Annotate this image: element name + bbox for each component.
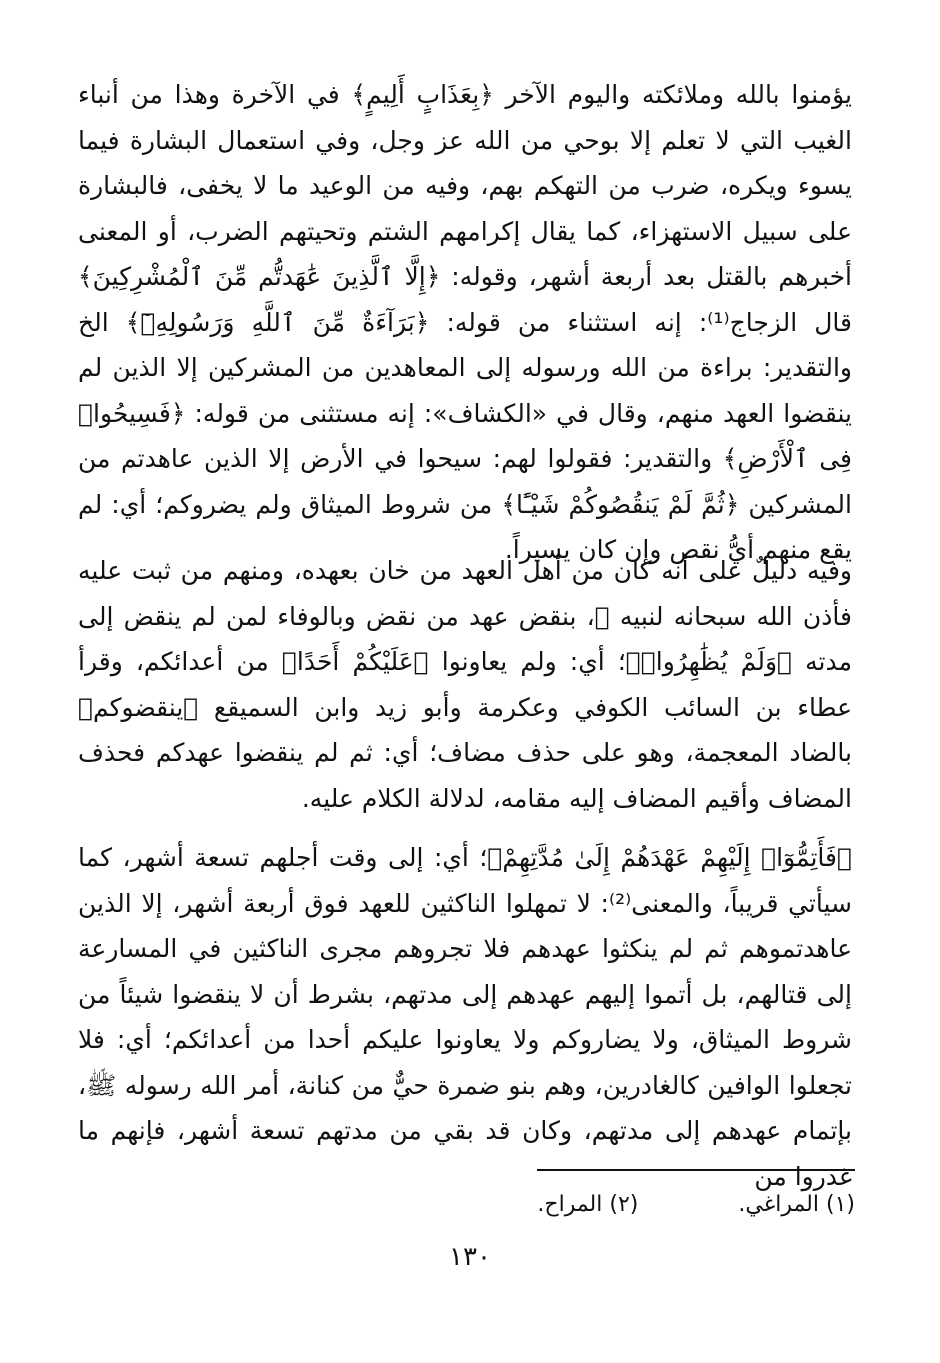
paragraph-1-text: يؤمنوا بالله وملائكته واليوم الآخر ﴿بِعَذَابٍ أَلِيمٍ﴾ في الآخرة وهذا من أنباء الغيب التي لا تعلم إلا بوحي من الله عز وجل، وفي استعمال البشارة فيما يسوء ويكره، ضرب من التهكم بهم، وفيه من الوعيد ما لا يخفى، فالبشارة على سبيل الاستهزاء، كما يقال إكرامهم الشتم وتحيتهم الضرب، أو المعنى أخبرهم بالقتل بعد أربعة أشهر، وقوله: ﴿إِلَّا ٱلَّذِينَ عَٰهَدتُّم مِّنَ ٱلْمُشْرِكِينَ﴾ قال الزجاج⁽¹⁾: إنه استثناء من قوله: ﴿بَرَآءَةٌ مِّنَ ٱللَّهِ وَرَسُولِهِۦٓ﴾ الخ والتقدير: براءة من الله ورسوله إلى المعاهدين من المشركين إلا الذين لم ينقضوا العهد منهم، وقال في «الكشاف»: إنه مستثنى من قوله: ﴿فَسِيحُوا۟ فِى ٱلْأَرْضِ﴾ والتقدير: فقولوا لهم: سيحوا في الأرض إلا الذين عاهدتم من المشركين ﴿ثُمَّ لَمْ يَنقُصُوكُمْ شَيْـًٔا﴾ من شروط الميثاق ولم يضروكم؛ أي: لم يقع منهم أيُّ نقص وإن كان يسيراً. xyxy=(78,80,852,564)
page-number: ١٣٠ xyxy=(449,1242,491,1272)
paragraph-3-text: ﴿فَأَتِمُّوٓا۟ إِلَيْهِمْ عَهْدَهُمْ إِلَىٰ مُدَّتِهِمْ﴾؛ أي: إلى وقت أجلهم تسعة أشهر، كما سيأتي قريباً، والمعنى⁽²⁾: لا تمهلوا الناكثين للعهد فوق أربعة أشهر، إلا الذين عاهدتموهم ثم لم ينكثوا عهدهم فلا تجروهم مجرى الناكثين في المسارعة إلى قتالهم، بل أتموا إليهم عهدهم إلى مدتهم، بشرط أن لا ينقضوا شيئاً من شروط الميثاق، ولا يضاروكم ولا يعاونوا عليكم أحدا من أعدائكم؛ أي: فلا تجعلوا الوافين كالغادرين، وهم بنو ضمرة حيٌّ من كنانة، أمر الله رسوله ﷺ، بإتمام عهدهم إلى مدتهم، وكان قد بقي من مدتهم تسعة أشهر، فإنهم ما غدروا من xyxy=(78,843,853,1191)
paragraph-2-text: وفيه دليلٌ على أنه كان من أهل العهد من خان بعهده، ومنهم من ثبت عليه فأذن الله سبحانه لنبيه ﷺ، بنقض عهد من نقض وبالوفاء لمن لم ينقض إلى مدته ﴿وَلَمْ يُظَٰهِرُوا۟﴾؛ أي: ولم يعاونوا ﴿عَلَيْكُمْ أَحَدًا﴾ من أعدائكم، وقرأ عطاء بن السائب الكوفي وعكرمة وأبو زيد وابن السميقع ﴿ينقضوكم﴾ بالضاد المعجمة، وهو على حذف مضاف؛ أي: ثم لم ينقضوا عهدكم فحذف المضاف وأقيم المضاف إليه مقامه، لدلالة الكلام عليه. xyxy=(78,556,852,813)
paragraph-3 xyxy=(78,835,852,1199)
footnote-2: (٢) المراح. xyxy=(537,1192,639,1217)
paragraph-2 xyxy=(78,548,852,821)
footnote-divider xyxy=(537,1169,855,1171)
footnotes xyxy=(300,1190,855,1220)
footnote-1: (١) المراغي. xyxy=(738,1192,855,1217)
paragraph-1 xyxy=(78,72,852,573)
